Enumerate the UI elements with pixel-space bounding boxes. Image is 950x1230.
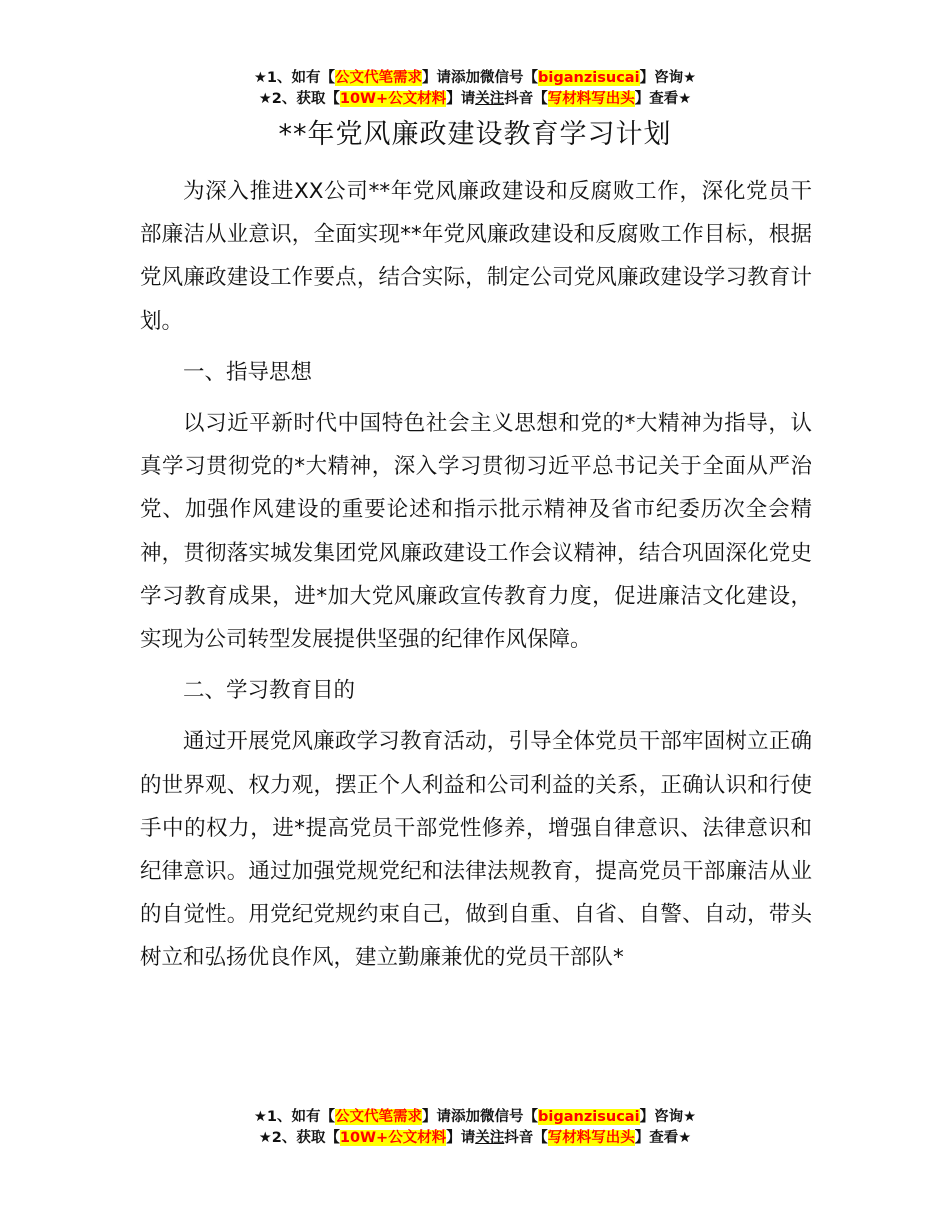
document-body <box>140 170 812 980</box>
banner-text: 】请 <box>446 1130 476 1146</box>
intro-paragraph: 为深入推进XX公司**年党风廉政建设和反腐败工作，深化党员干部廉洁从业意识，全面实现**年党风廉政建设和反腐败工作目标，根据党风廉政建设工作要点，结合实际，制定公司党风廉政建设学习教育计划。 <box>140 179 812 334</box>
banner-text: ★1、如有【 <box>253 1109 336 1125</box>
banner-underlined: 关注 <box>475 91 505 107</box>
banner-text: ★2、获取【 <box>258 1130 340 1146</box>
banner-text: 抖音【 <box>504 91 548 107</box>
banner-line-2 <box>0 1128 950 1149</box>
banner-text: 】请 <box>446 91 476 107</box>
banner-wechat-id: biganzisucai <box>538 1109 640 1125</box>
banner-line-1 <box>0 1107 950 1128</box>
section-heading-guiding-ideology: 一、指导思想 <box>183 359 313 385</box>
banner-text: 】查看★ <box>634 1130 692 1146</box>
bottom-banner <box>0 1107 950 1149</box>
section-paragraph-study-purpose: 通过开展党风廉政学习教育活动，引导全体党员干部牢固树立正确的世界观、权力观，摆正个人利益和公司利益的关系，正确认识和行使手中的权力，进*提高党员干部党性修养，增强自律意识、法律意识和纪律意识。通过加强党规党纪和法律法规教育，提高党员干部廉洁从业的自觉性。用党纪党规约束自己，做到自重、自省、自警、自动，带头树立和弘扬优良作风，建立勤廉兼优的党员干部队* <box>140 729 812 971</box>
banner-text: 】咨询★ <box>639 70 697 86</box>
document-title: **年党风廉政建设教育学习计划 <box>278 119 672 150</box>
banner-underlined: 关注 <box>475 1130 505 1146</box>
banner-highlight: 公文代笔需求 <box>335 70 423 86</box>
banner-line-1 <box>0 68 950 89</box>
banner-text: 】查看★ <box>634 91 692 107</box>
banner-text: 】请添加微信号【 <box>422 70 539 86</box>
banner-wechat-id: biganzisucai <box>538 70 640 86</box>
banner-text: 】咨询★ <box>639 1109 697 1125</box>
banner-text: ★2、获取【 <box>258 91 340 107</box>
banner-text: ★1、如有【 <box>253 70 336 86</box>
section-heading-study-purpose: 二、学习教育目的 <box>183 678 356 704</box>
top-banner <box>0 68 950 110</box>
banner-highlight: 公文代笔需求 <box>335 1109 423 1125</box>
banner-highlight: 写材料写出头 <box>547 1130 635 1146</box>
banner-text: 抖音【 <box>504 1130 548 1146</box>
banner-highlight: 10W+公文材料 <box>339 1130 447 1146</box>
banner-line-2 <box>0 89 950 110</box>
banner-highlight: 10W+公文材料 <box>339 91 447 107</box>
section-paragraph-guiding-ideology: 以习近平新时代中国特色社会主义思想和党的*大精神为指导，认真学习贯彻党的*大精神，深入学习贯彻习近平总书记关于全面从严治党、加强作风建设的重要论述和指示批示精神及省市纪委历次全会精神，贯彻落实城发集团党风廉政建设工作会议精神，结合巩固深化党史学习教育成果，进*加大党风廉政宣传教育力度，促进廉洁文化建设，实现为公司转型发展提供坚强的纪律作风保障。 <box>140 411 812 653</box>
banner-highlight: 写材料写出头 <box>547 91 635 107</box>
banner-text: 】请添加微信号【 <box>422 1109 539 1125</box>
